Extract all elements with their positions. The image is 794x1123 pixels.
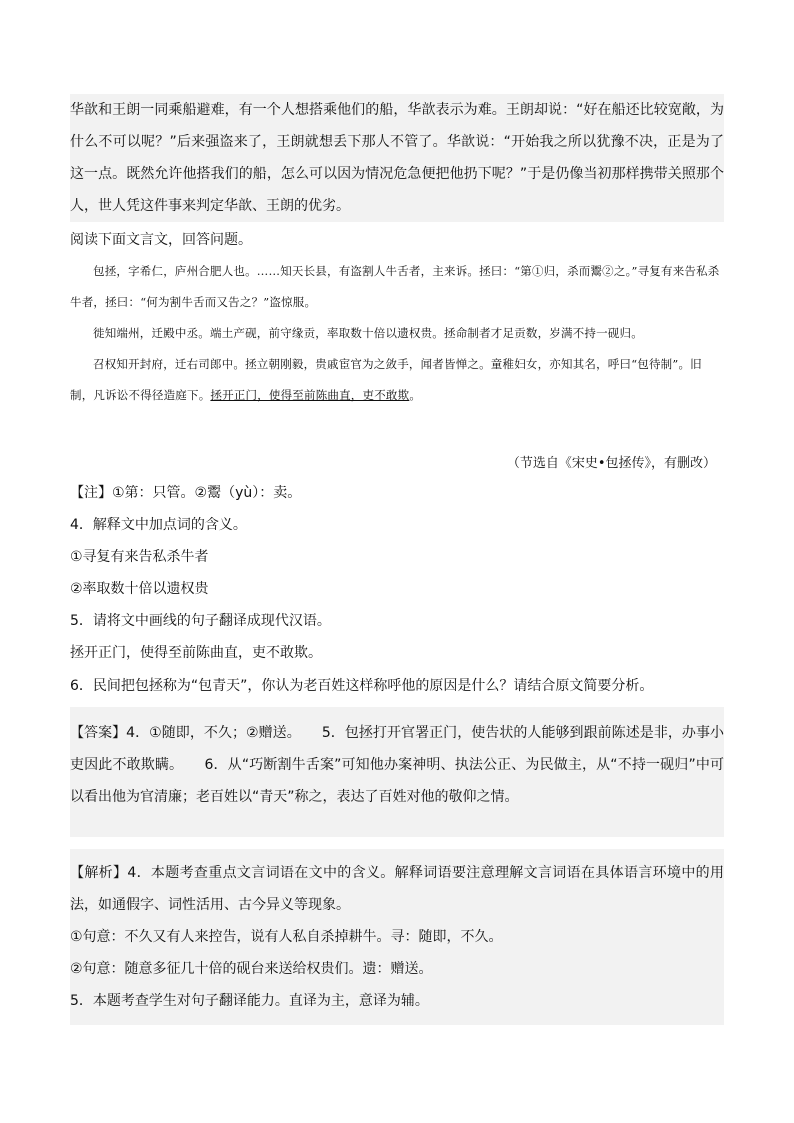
analysis-line-4: 5．本题考查学生对句子翻译能力。直译为主，意译为辅。 [70, 993, 429, 1009]
question-6: 6．民间把包拯称为“包青天”，你认为老百姓这样称呼他的原因是什么？请结合原文简要分析。 [70, 678, 654, 694]
analysis-line-1: 【解析】4．本题考查重点文言词语在文中的含义。解释词语要注意理解文言词语在具体语言环境中的用法，如通假字、词性活用、古今异义等现象。 [70, 865, 724, 913]
question-5: 5．请将文中画线的句子翻译成现代汉语。 [70, 613, 331, 629]
translation-passage [70, 94, 724, 222]
classical-passage [70, 256, 724, 411]
classical-paragraph-2: 徙知端州，迁殿中丞。端土产砚，前守缘贡，率取数十倍以遗权贵。拯命制者才足贡数，岁满不持一砚归。 [93, 326, 643, 340]
underlined-sentence: 拯开正门，使得至前陈曲直，吏不敢欺 [210, 388, 410, 402]
note: 【注】①第：只管。②鬻（yù）：卖。 [70, 485, 302, 501]
answer-block [70, 707, 724, 837]
reading-prompt: 阅读下面文言文，回答问题。 [70, 232, 252, 248]
question-4: 4．解释文中加点词的含义。 [70, 517, 247, 533]
classical-paragraph-3-text: 召权知开封府，迁右司郎中。拯立朝刚毅，贵戚宦官为之敛手，闻者皆惮之。童稚妇女，亦知其名，呼曰“包待制”。旧制，凡诉讼不得径造庭下。 [70, 357, 702, 402]
translation-text: 华歆和王朗一同乘船避难，有一个人想搭乘他们的船，华歆表示为难。王朗却说：“好在船还比较宽敞，为什么不可以呢？”后来强盗来了，王朗就想丢下那人不管了。华歆说：“开始我之所以犹豫不决，正是为了这一点。既然允许他搭我们的船，怎么可以因为情况危急便把他扔下呢？”于是仍像当初那样携带关照那个人，世人凭这件事来判定华歆、王朗的优劣。 [70, 102, 724, 214]
answer-text: 【答案】4．①随即，不久；②赠送。 5．包拯打开官署正门，使告状的人能够到跟前陈述是非，办事小吏因此不敢欺瞒。 6．从“巧断割牛舌案”可知他办案神明、执法公正、为民做主，从“不持一砚归”中可以看出他为官清廉；老百姓以“青天”称之，表达了百姓对他的敬仰之情。 [70, 725, 724, 805]
analysis-block [70, 849, 724, 1025]
question-5-sentence: 拯开正门，使得至前陈曲直，吏不敢欺。 [70, 645, 322, 661]
source-citation: （节选自《宋史•包拯传》，有删改） [506, 456, 716, 471]
analysis-line-2: ①句意：不久又有人来控告，说有人私自杀掉耕牛。寻：随即，不久。 [70, 929, 503, 945]
question-4-item-1: ①寻复有来告私杀牛者 [70, 549, 209, 565]
classical-paragraph-3-end: 。 [409, 388, 422, 402]
classical-paragraph-3 [70, 349, 724, 411]
analysis-line-3: ②句意：随意多征几十倍的砚台来送给权贵们。遗：赠送。 [70, 961, 433, 977]
classical-paragraph-1: 包拯，字希仁，庐州合肥人也。……知天长县，有盗割人牛舌者，主来诉。拯曰：“第①归，杀而鬻②之。”寻复有来告私杀牛者，拯曰：“何为割牛舌而又告之？”盗惊服。 [70, 264, 720, 309]
question-4-item-2: ②率取数十倍以遗权贵 [70, 581, 209, 597]
